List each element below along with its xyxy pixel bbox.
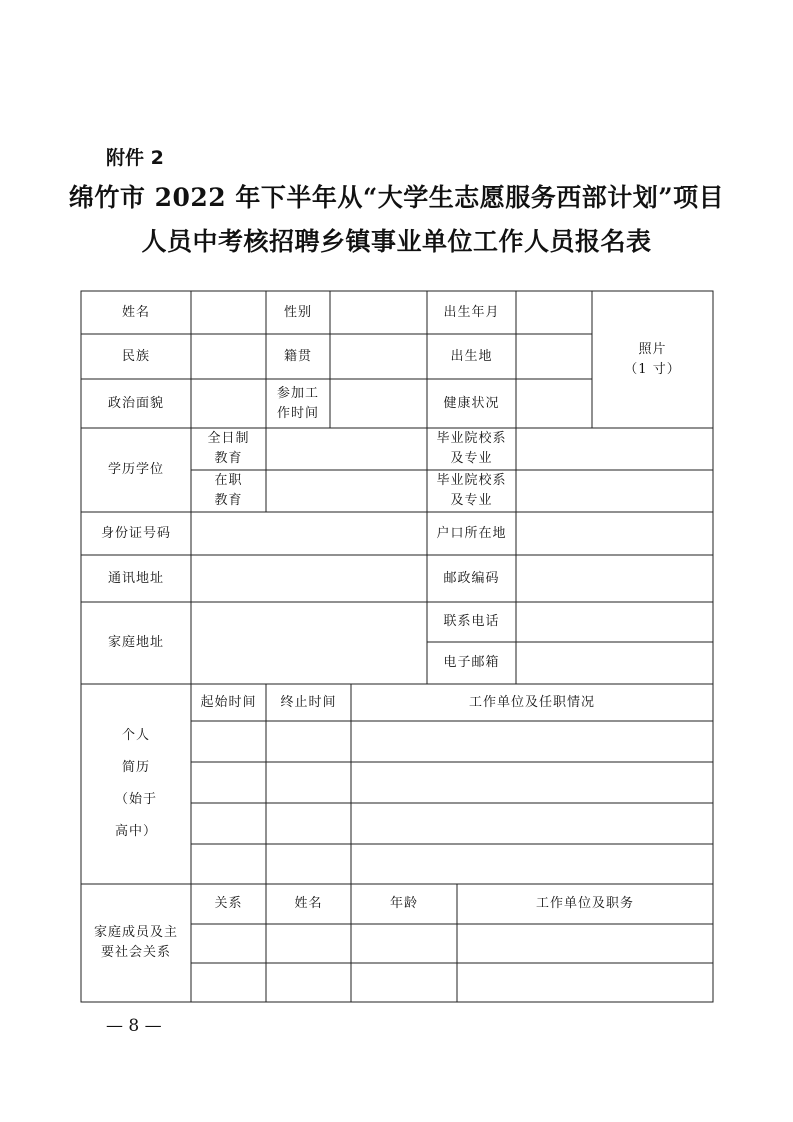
inservice-school-field[interactable] [516, 470, 713, 512]
id-number-field[interactable] [191, 512, 427, 555]
ethnicity-field[interactable] [191, 334, 266, 379]
label-health: 健康状况 [443, 395, 500, 411]
inservice-education-field[interactable] [266, 470, 427, 512]
photo-label: 照片 [638, 341, 667, 357]
phone-field[interactable] [516, 602, 713, 642]
page-number: — 8 — [106, 1016, 162, 1036]
resume-unit-field[interactable] [351, 762, 713, 803]
family-name-field[interactable] [266, 924, 351, 963]
label-fulltime-education: 全日制 教育 [207, 431, 250, 466]
family-header-relation: 关系 [214, 896, 243, 911]
family-relation-field[interactable] [191, 963, 266, 1002]
label-name: 姓名 [121, 304, 150, 320]
label-fulltime-school: 毕业院校系 及专业 [436, 431, 507, 466]
family-header-name: 姓名 [294, 896, 323, 911]
label-education: 学历学位 [107, 462, 164, 477]
home-address-field[interactable] [191, 602, 427, 684]
postcode-field[interactable] [516, 555, 713, 602]
photo-box[interactable] [592, 291, 713, 428]
label-inservice-school: 毕业院校系 及专业 [436, 473, 507, 508]
resume-start-field[interactable] [191, 844, 266, 884]
health-field[interactable] [516, 379, 592, 428]
family-unit-field[interactable] [457, 924, 713, 963]
label-inservice-education: 在职 教育 [214, 473, 243, 508]
label-family-relations: 家庭成员及主 要社会关系 [93, 925, 178, 960]
resume-unit-field[interactable] [351, 803, 713, 844]
family-relation-field[interactable] [191, 924, 266, 963]
fulltime-school-field[interactable] [516, 428, 713, 470]
native-place-field[interactable] [330, 334, 427, 379]
resume-start-field[interactable] [191, 762, 266, 803]
resume-header-unit: 工作单位及任职情况 [468, 694, 595, 710]
work-start-date-field[interactable] [330, 379, 427, 428]
resume-start-field[interactable] [191, 803, 266, 844]
resume-end-field[interactable] [266, 721, 351, 762]
email-field[interactable] [516, 642, 713, 684]
family-unit-field[interactable] [457, 963, 713, 1002]
label-gender: 性别 [283, 304, 312, 320]
label-birth-date: 出生年月 [443, 304, 500, 320]
resume-header-end: 终止时间 [280, 694, 337, 710]
family-age-field[interactable] [351, 924, 457, 963]
family-header-unit: 工作单位及职务 [535, 896, 634, 911]
birthplace-field[interactable] [516, 334, 592, 379]
label-phone: 联系电话 [443, 614, 500, 629]
resume-end-field[interactable] [266, 844, 351, 884]
birth-date-field[interactable] [516, 291, 592, 334]
resume-start-field[interactable] [191, 721, 266, 762]
resume-unit-field[interactable] [351, 721, 713, 762]
label-postcode: 邮政编码 [443, 570, 500, 586]
label-email: 电子邮箱 [443, 655, 500, 670]
label-political-status: 政治面貌 [107, 395, 164, 411]
gender-field[interactable] [330, 291, 427, 334]
label-mailing-address: 通讯地址 [107, 570, 164, 586]
resume-header-start: 起始时间 [200, 694, 257, 710]
name-field[interactable] [191, 291, 266, 334]
label-native-place: 籍贯 [283, 348, 312, 364]
label-ethnicity: 民族 [121, 348, 150, 364]
label-home-address: 家庭地址 [107, 635, 164, 650]
family-name-field[interactable] [266, 963, 351, 1002]
political-status-field[interactable] [191, 379, 266, 428]
label-resume: 个人 简历 （始于 高中） [114, 728, 157, 839]
family-age-field[interactable] [351, 963, 457, 1002]
hukou-field[interactable] [516, 512, 713, 555]
resume-end-field[interactable] [266, 803, 351, 844]
label-work-start-date: 参加工 作时间 [276, 385, 319, 421]
fulltime-education-field[interactable] [266, 428, 427, 470]
form-title-line-1: 绵竹市 2022 年下半年从“大学生志愿服务西部计划”项目 [68, 183, 725, 212]
attachment-label: 附件 2 [106, 147, 164, 169]
label-birthplace: 出生地 [450, 348, 493, 364]
resume-unit-field[interactable] [351, 844, 713, 884]
mailing-address-field[interactable] [191, 555, 427, 602]
label-id-number: 身份证号码 [100, 525, 171, 541]
photo-size-label: （1 寸） [624, 361, 681, 377]
resume-end-field[interactable] [266, 762, 351, 803]
family-header-age: 年龄 [389, 896, 418, 911]
form-title-line-2: 人员中考核招聘乡镇事业单位工作人员报名表 [141, 227, 652, 256]
label-hukou: 户口所在地 [436, 525, 507, 541]
